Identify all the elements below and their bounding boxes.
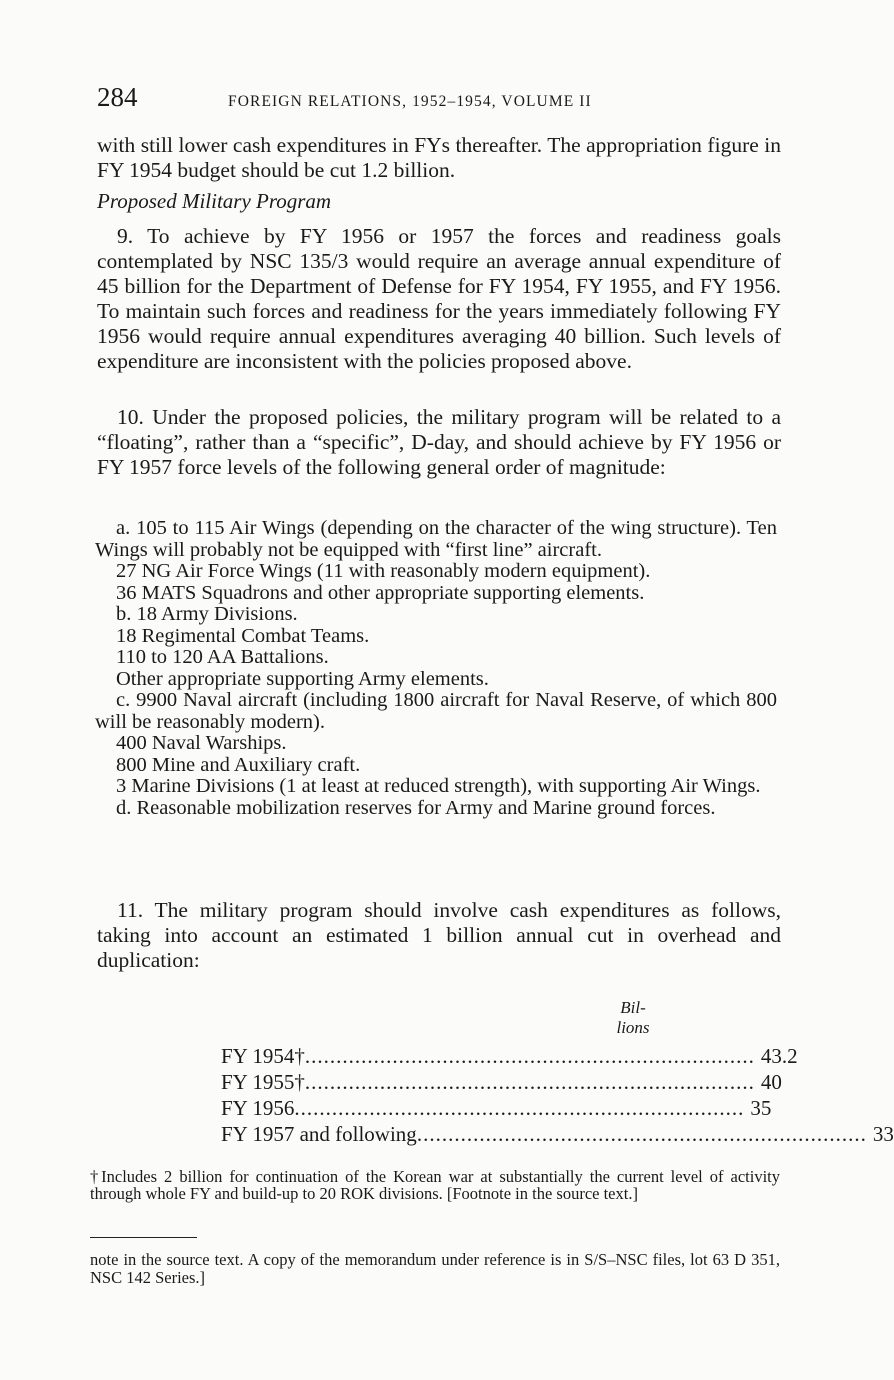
dot-leader: ........................................................................	[416, 1122, 867, 1146]
list-item-d: d. Reasonable mobilization reserves for Army and Marine ground forces.	[116, 796, 716, 819]
paragraph-10	[97, 405, 781, 480]
paragraph-11	[97, 898, 781, 973]
column-header-line2: lions	[616, 1018, 650, 1037]
list-item-rct: 18 Regimental Combat Teams.	[116, 624, 370, 647]
row-value: 33	[872, 1122, 894, 1146]
list-item-b: b. 18 Army Divisions.	[116, 603, 298, 625]
table-row	[221, 1096, 772, 1121]
list-item-marine: 3 Marine Divisions (1 at least at reduced strength), with supporting Air Wings.	[116, 775, 761, 797]
row-label: FY 1955†	[221, 1070, 305, 1094]
paragraph-10-text: 10. Under the proposed policies, the military program will be related to a “floating”, rather than a “specific”, D-day, and should achieve by FY 1956 or FY 1957 force levels of the following general order of magnitude:	[97, 405, 781, 479]
page-number: 284	[97, 82, 138, 112]
dot-leader: ........................................................................	[304, 1044, 755, 1068]
list-item-mine-craft: 800 Mine and Auxiliary craft.	[116, 753, 361, 776]
list-item-c: c. 9900 Naval aircraft (including 1800 aircraft for Naval Reserve, of which 800 will be reasonably modern).	[95, 689, 777, 733]
table-footnote: †Includes 2 billion for continuation of the Korean war at substantially the current level of activity through whole FY and build-up to 20 ROK divisions. [Footnote in the source text.]	[90, 1167, 780, 1203]
list-item-mats: 36 MATS Squadrons and other appropriate supporting elements.	[116, 581, 645, 604]
page-header	[97, 82, 777, 116]
table-row	[221, 1044, 798, 1069]
paragraph-9	[97, 224, 781, 374]
row-label: FY 1957 and following	[221, 1122, 417, 1146]
continuation-paragraph	[97, 133, 781, 183]
list-item-aa: 110 to 120 AA Battalions.	[116, 646, 329, 668]
dot-leader: ........................................................................	[304, 1070, 755, 1094]
continuation-text: with still lower cash expenditures in FYs thereafter. The appropriation figure in FY 1954 budget should be cut 1.2 billion.	[97, 133, 781, 182]
list-item-army-other: Other appropriate supporting Army elements.	[116, 667, 489, 690]
paragraph-11-text: 11. The military program should involve cash expenditures as follows, taking into account an estimated 1 billion annual cut in overhead and duplication:	[97, 898, 781, 972]
row-label: FY 1954†	[221, 1044, 305, 1068]
row-value: 43.2	[760, 1044, 798, 1068]
row-label: FY 1956	[221, 1096, 295, 1120]
running-head: FOREIGN RELATIONS, 1952–1954, VOLUME II	[228, 93, 592, 110]
list-item-ng-wings: 27 NG Air Force Wings (11 with reasonably modern equipment).	[116, 560, 651, 582]
row-value: 35	[750, 1096, 772, 1120]
continued-source-note: note in the source text. A copy of the memorandum under reference is in S/S–NSC files, lot 63 D 351, NSC 142 Series.]	[90, 1250, 780, 1287]
paragraph-9-text: 9. To achieve by FY 1956 or 1957 the forces and readiness goals contemplated by NSC 135/3 would require an average annual expenditure of 45 billion for the Department of Defense for FY 1954, FY 1955, and FY 1956. To maintain such forces and readiness for the years immediately following FY 1956 would require annual expenditures averaging 40 billion. Such levels of expenditure are inconsistent with the policies proposed above.	[97, 224, 781, 373]
section-heading: Proposed Military Program	[97, 189, 332, 213]
list-item-a: a. 105 to 115 Air Wings (depending on the character of the wing structure). Ten Wings will probably not be equipped with “first line” aircraft.	[95, 517, 777, 561]
force-levels-list	[95, 518, 777, 819]
column-header	[609, 998, 657, 1038]
table-row	[221, 1070, 782, 1095]
footnote-divider	[90, 1237, 197, 1238]
column-header-line1: Bil-	[620, 998, 646, 1017]
list-item-warships: 400 Naval Warships.	[116, 732, 287, 754]
table-row	[221, 1122, 894, 1147]
dot-leader: ........................................................................	[294, 1096, 745, 1120]
row-value: 40	[760, 1070, 782, 1094]
